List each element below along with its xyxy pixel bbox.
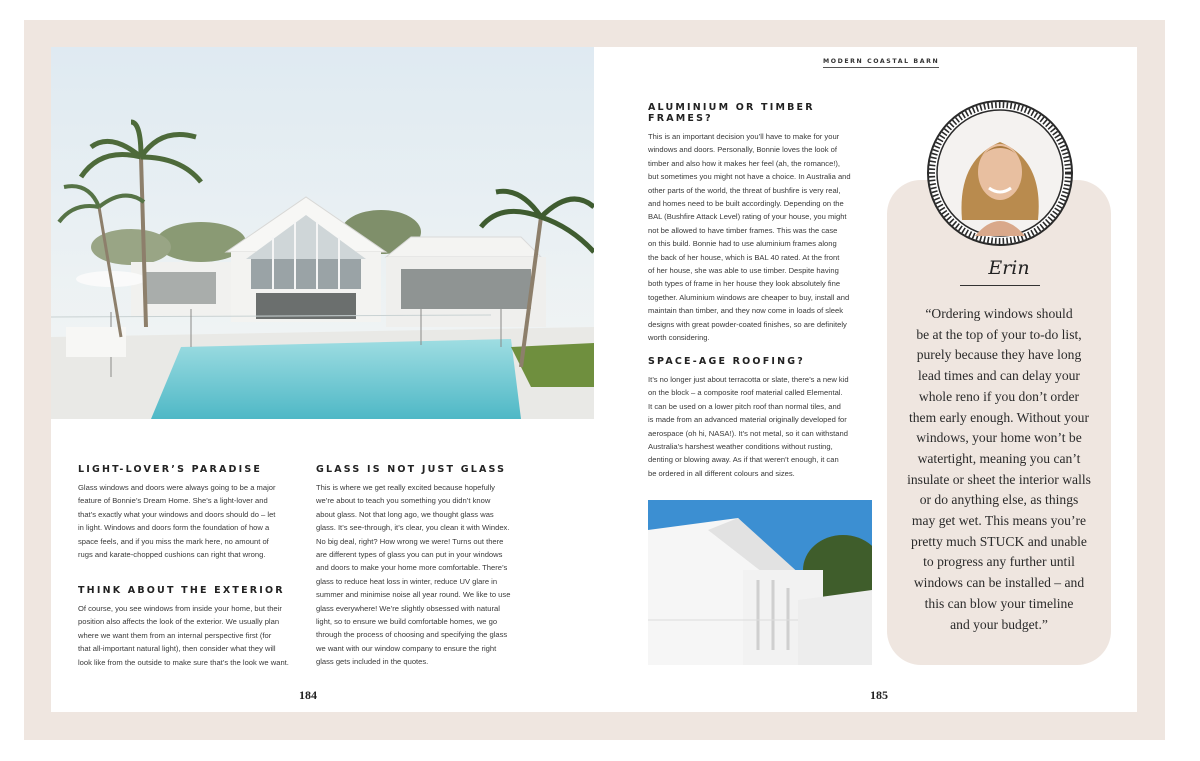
body-line: space feels, and if you miss the mark here, no amount of: [78, 536, 269, 546]
hero-photo-pool-house: [51, 47, 594, 419]
body-line: be ordered in all different colours and sizes.: [648, 468, 795, 478]
body-line: worth considering.: [648, 333, 710, 343]
right-page: [594, 47, 1137, 712]
portrait-photo-erin: [927, 100, 1073, 246]
signature-underline: [960, 285, 1040, 286]
pull-quote: [897, 304, 1101, 635]
body-line: summer and minimise noise all year round. We like to use: [316, 590, 511, 600]
section-light-lover: [78, 464, 308, 561]
body-line: It can be used on a lower pitch roof than normal tiles, and: [648, 401, 841, 411]
body-line: Of course, you see windows from inside your home, but their: [78, 604, 282, 613]
quote-line: whole reno if you don’t order: [918, 388, 1080, 404]
section-frames: [648, 102, 883, 345]
body-line: aerospace (oh hi, NASA!). It’s not metal, so it can withstand: [648, 428, 848, 438]
body-line: we want with our window company to ensure the right: [316, 643, 497, 653]
quote-line: and your budget.”: [950, 616, 1048, 632]
body-line: through the process of choosing and specifying the glass: [316, 630, 508, 640]
running-head: MODERN COASTAL BARN: [823, 58, 939, 68]
section-heading: THINK ABOUT THE EXTERIOR: [78, 585, 285, 596]
quote-line: may get wet. This means you’re: [911, 513, 1087, 529]
body-line: designs with great powder-coated finishes, so are definitely: [648, 319, 847, 329]
body-line: is made from an advanced material originally developed for: [648, 415, 847, 425]
book-spread: [51, 47, 1137, 712]
body-line: It’s no longer just about terracotta or slate, there’s a new kid: [648, 375, 849, 384]
section-heading: SPACE-AGE ROOFING?: [648, 356, 805, 367]
quote-line: be at the top of your to-do list,: [916, 326, 1082, 342]
body-line: that all-important natural light), then consider what they will: [78, 644, 276, 654]
body-line: windows and doors. Personally, Bonnie loves the look of: [648, 145, 837, 155]
body-line: look like from the outside to make sure that’s the look we want.: [78, 657, 289, 667]
quote-line: windows, your home won’t be: [916, 430, 1082, 446]
body-line: rugs and karate-chopped cushions can right that wrong.: [78, 550, 266, 560]
body-line: light, so to ensure we build comfortable homes, we go: [316, 617, 498, 627]
body-line: Glass windows and doors were always going to be a major: [78, 483, 276, 492]
section-exterior: [78, 585, 313, 669]
quote-line: to progress any further until: [923, 554, 1075, 570]
body-line: together. Aluminium windows are cheaper to buy, install and: [648, 292, 850, 302]
quote-line: them early enough. Without your: [908, 409, 1090, 425]
quote-line: windows can be installed – and: [913, 575, 1085, 591]
body-line: position also affects the look of the exterior. We usually plan: [78, 617, 280, 627]
quote-line: purely because they have long: [916, 347, 1082, 363]
body-line: other parts of the world, the threat of bushfire is very real,: [648, 185, 841, 195]
section-roofing: [648, 356, 883, 480]
body-line: glass everywhere! We’re slightly obsessed with natural: [316, 603, 500, 613]
body-line: that’s exactly what your windows and doors should do – let: [78, 509, 276, 519]
body-line: not be allowed to have timber frames. This was the case: [648, 225, 838, 235]
body-line: are different types of glass you can put in your windows: [316, 550, 503, 560]
quote-line: pretty much STUCK and unable: [911, 533, 1087, 549]
section-heading: GLASS IS NOT JUST GLASS: [316, 464, 507, 475]
section-heading: ALUMINIUM OR TIMBER FRAMES?: [648, 102, 815, 124]
body-line: No big deal, right? How wrong we were! Turns out there: [316, 536, 504, 546]
page-number-right: 185: [870, 688, 888, 702]
body-line: maintain than timber, and they now come in loads of sleek: [648, 306, 844, 316]
body-line: where we want them from an internal perspective first (for: [78, 630, 272, 640]
body-line: feature of Bonnie’s Dream Home. She’s a light-lover and: [78, 496, 268, 506]
body-line: Australia’s harshest weather conditions without rusting,: [648, 442, 833, 452]
quote-line: “Ordering windows should: [925, 306, 1073, 321]
body-line: glass to reduce heat loss in winter, reduce UV glare in: [316, 576, 498, 586]
body-line: glass. It’s see-through, it’s clear, you clean it with Windex.: [316, 523, 510, 533]
section-heading: LIGHT-LOVER’S PARADISE: [78, 464, 263, 475]
body-line: the back of her house, which is BAL 40 rated. At the front: [648, 252, 840, 262]
body-line: denting or blowing away. As if that weren’t enough, it can: [648, 455, 839, 465]
body-line: we’re about to teach you something you didn’t know: [316, 496, 491, 506]
page-number-left: 184: [299, 688, 317, 702]
body-line: on the block – a composite roof material called Elemental.: [648, 388, 843, 398]
body-line: glass gets included in the quotes.: [316, 657, 429, 667]
body-line: of her house, she was able to use timber. Despite having: [648, 266, 839, 276]
quote-line: this can blow your timeline: [924, 595, 1074, 611]
body-line: BAL (Bushfire Attack Level) rating of your house, you might: [648, 212, 847, 222]
roof-photo: [648, 500, 872, 665]
quote-line: lead times and can delay your: [918, 368, 1080, 384]
body-line: and homes need to be built accordingly. Depending on the: [648, 199, 844, 209]
section-glass: [316, 464, 546, 669]
body-line: on this build. Bonnie had to use aluminium frames along: [648, 239, 837, 249]
body-line: in light. Windows and doors form the foundation of how a: [78, 523, 270, 533]
quote-line: insulate or sheet the interior walls: [907, 471, 1091, 487]
body-line: and doors to make your home more comfortable. There’s: [316, 563, 508, 573]
body-line: This is an important decision you’ll have to make for your: [648, 132, 840, 141]
body-line: but sometimes you might not have a choice. In Australia and: [648, 172, 851, 182]
body-line: This is where we get really excited because hopefully: [316, 483, 495, 492]
body-line: about glass. Not that long ago, we thought glass was: [316, 509, 494, 519]
body-line: timber and also how it makes her feel (ah, the romance!),: [648, 158, 841, 168]
quote-line: watertight, meaning you can’t: [917, 450, 1081, 466]
quote-line: or do anything else, as things: [919, 492, 1079, 508]
signature-erin: Erin: [988, 257, 1030, 279]
left-page: [51, 47, 594, 712]
body-line: both types of frame in her house they look absolutely fine: [648, 279, 841, 289]
